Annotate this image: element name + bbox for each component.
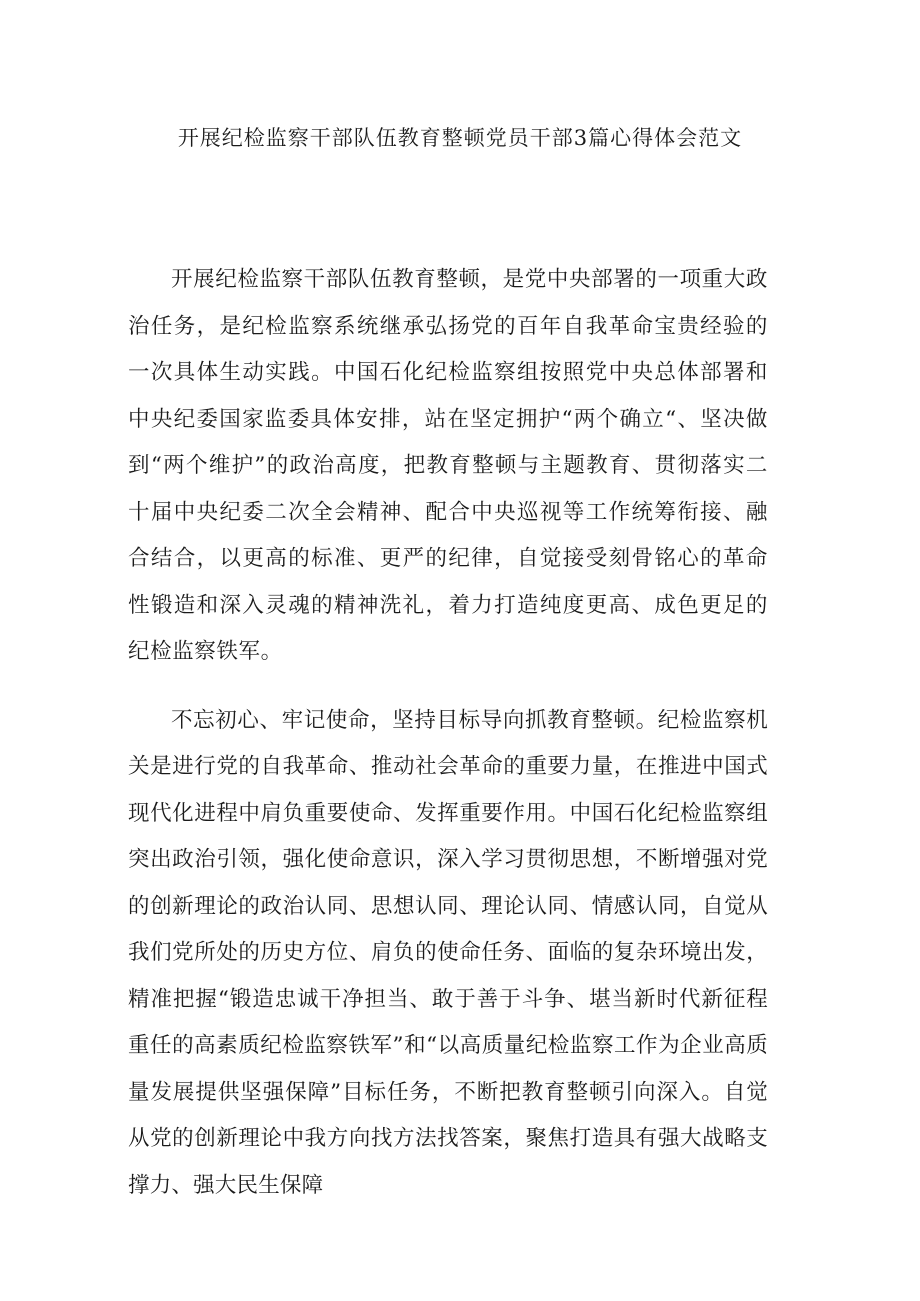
document-title: 开展纪检监察干部队伍教育整顿党员干部3篇心得体会范文 bbox=[177, 126, 743, 150]
paragraph-1: 开展纪检监察干部队伍教育整顿，是党中央部署的一项重大政治任务，是纪检监察系统继承弘扬党的百年自我革命宝贵经验的一次具体生动实践。中国石化纪检监察组按照党中央总体部署和中央纪委国家监委具体安排，站在坚定拥护“两个确立“、坚决做到“两个维护”的政治高度，把教育整顿与主题教育、贯彻落实二十届中央纪委二次全会精神、配合中央巡视等工作统筹衔接、融合结合，以更高的标准、更严的纪律，自觉接受刻骨铭心的革命性锻造和深入灵魂的精神洗礼，着力打造纯度更高、成色更足的纪检监察铁军。 bbox=[128, 267, 768, 664]
paragraph-2: 不忘初心、牢记使命，坚持目标导向抓教育整顿。纪检监察机关是进行党的自我革命、推动社会革命的重要力量，在推进中国式现代化进程中肩负重要使命、发挥重要作用。中国石化纪检监察组突出政治引领，强化使命意识，深入学习贯彻思想，不断增强对党的创新理论的政治认同、思想认同、理论认同、情感认同，自觉从我们党所处的历史方位、肩负的使命任务、面临的复杂环境出发，精准把握“锻造忠诚干净担当、敢于善于斗争、堪当新时代新征程重任的高素质纪检监察铁军”和“以高质量纪检监察工作为企业高质量发展提供坚强保障”目标任务，不断把教育整顿引向深入。自觉从党的创新理论中我方向找方法找答案，聚焦打造具有强大战略支撑力、强大民生保障 bbox=[128, 707, 768, 1198]
document-body bbox=[128, 257, 768, 1231]
